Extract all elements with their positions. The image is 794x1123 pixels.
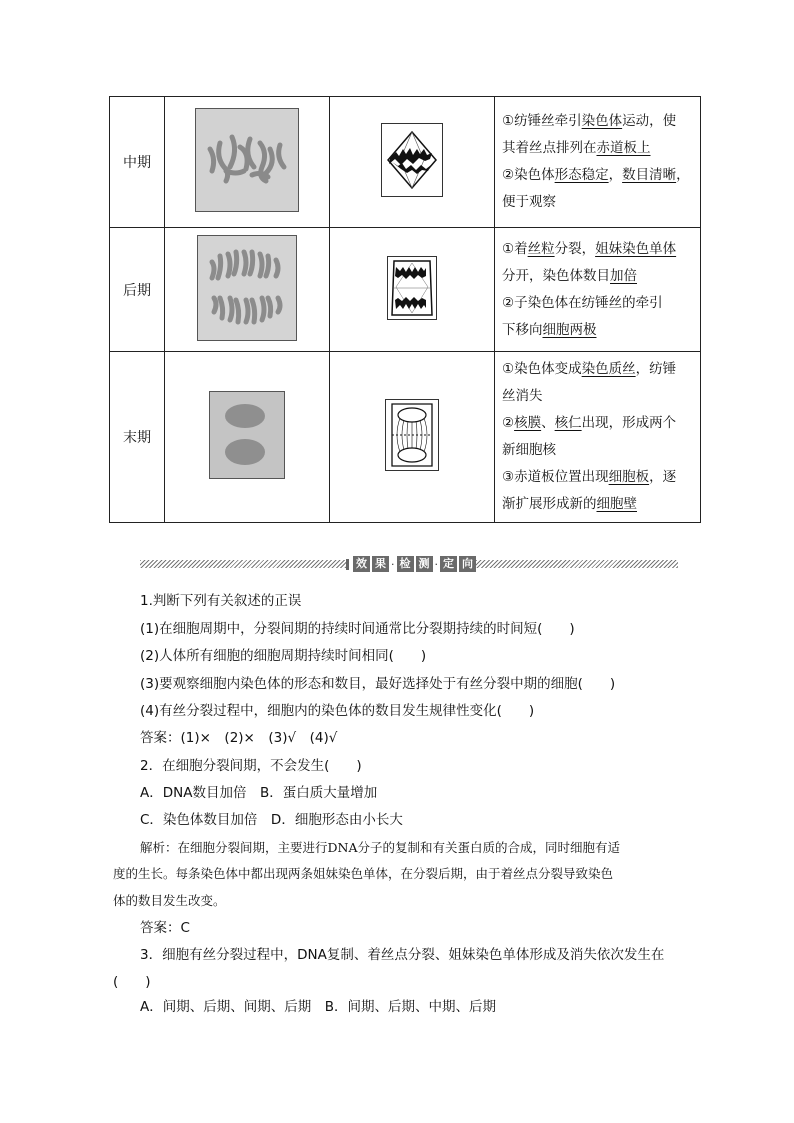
question-2-title: 2．在细胞分裂间期，不会发生( )	[140, 758, 362, 774]
underlined-term: 染色质丝	[581, 361, 636, 377]
underlined-term: 核膜	[514, 415, 542, 431]
description-line	[502, 317, 694, 344]
table-row-metaphase	[110, 97, 701, 228]
question-2-analysis: 解析：在细胞分裂间期，主要进行DNA分子的复制和有关蛋白质的合成，同时细胞有适	[140, 840, 620, 855]
description-line	[502, 437, 694, 464]
description-text: 分裂，	[554, 240, 596, 257]
underlined-term: 染色体	[581, 113, 623, 129]
question-1-item: (4)有丝分裂过程中，细胞内的染色体的数目发生规律性变化( )	[140, 703, 535, 719]
description-line	[502, 491, 694, 518]
anaphase-micrograph	[197, 235, 297, 341]
description-text: ②	[502, 415, 515, 431]
description-text: 下移向	[502, 321, 543, 338]
description-line	[502, 162, 694, 189]
underlined-term: 形态稳定	[554, 167, 609, 183]
question-1-item: (1)在细胞周期中，分裂间期的持续时间通常比分裂期持续的时间短( )	[140, 621, 575, 637]
description-line	[502, 464, 694, 491]
section-banner	[140, 555, 678, 573]
table-row-telophase	[110, 352, 701, 523]
question-2-options: C．染色体数目加倍 D．细胞形态由小长大	[140, 812, 403, 828]
underlined-term: 加倍	[610, 267, 637, 284]
description-text: 、	[541, 415, 555, 431]
description-line	[502, 189, 694, 216]
description-text: 丝消失	[502, 388, 543, 404]
underlined-term: 丝粒	[527, 240, 555, 257]
description-text: ③赤道板位置出现	[502, 469, 609, 485]
question-1-item: (3)要观察细胞内染色体的形态和数目，最好选择处于有丝分裂中期的细胞( )	[140, 676, 616, 692]
description-text: 其着丝点排列在	[502, 140, 597, 156]
question-1-item: (2)人体所有细胞的细胞周期持续时间相同( )	[140, 648, 427, 664]
question-2-answer: 答案：C	[140, 920, 190, 936]
underlined-term: 赤道板上	[596, 140, 651, 156]
description-text: 出现，形成两个	[581, 415, 677, 431]
phase-name: 后期	[110, 228, 165, 352]
underlined-term: 姐妹染色单体	[595, 240, 677, 257]
description-text: ①着	[502, 240, 528, 257]
description-text: 运动，使	[622, 113, 677, 129]
anaphase-diagram	[387, 256, 437, 320]
underlined-term: 细胞壁	[596, 496, 637, 512]
question-1-title: 1.判断下列有关叙述的正误	[140, 593, 302, 609]
description-line	[502, 410, 694, 437]
description-line	[502, 290, 694, 317]
phase-name: 中期	[110, 97, 165, 228]
mitosis-phase-table	[109, 96, 701, 523]
description-text: 分开，染色体数目	[502, 267, 610, 284]
underlined-term: 数目清晰	[622, 167, 677, 183]
description-text: ，纺锤	[635, 361, 677, 377]
question-2-options: A．DNA数目加倍 B．蛋白质大量增加	[140, 785, 378, 801]
telophase-diagram	[385, 399, 439, 471]
phase-name: 末期	[110, 352, 165, 523]
description-line	[502, 236, 694, 263]
underlined-term: 细胞两极	[542, 321, 597, 338]
description-text: ，	[676, 167, 690, 183]
description-text: 便于观察	[502, 194, 556, 210]
question-3-paren: ( )	[113, 974, 151, 990]
description-text: ，逐	[649, 469, 677, 485]
phase-description	[495, 97, 701, 228]
banner-hatch-right	[476, 560, 678, 568]
description-text: ②染色体	[502, 167, 555, 183]
banner-hatch-left	[140, 560, 346, 568]
description-text: ①纺锤丝牵引	[502, 113, 582, 129]
question-2-analysis: 体的数目发生改变。	[113, 893, 226, 908]
underlined-term: 细胞板	[608, 469, 650, 485]
question-3-title: 3．细胞有丝分裂过程中，DNA复制、着丝点分裂、姐妹染色单体形成及消失依次发生在	[140, 947, 665, 963]
telophase-micrograph	[209, 391, 285, 479]
phase-description	[495, 228, 701, 352]
description-line	[502, 108, 694, 135]
phase-description	[495, 352, 701, 523]
description-text: 新细胞核	[502, 442, 556, 458]
description-line	[502, 356, 694, 383]
table-row-anaphase	[110, 228, 701, 352]
description-text: ①染色体变成	[502, 361, 582, 377]
description-line	[502, 383, 694, 410]
banner-square-icon	[346, 559, 349, 570]
banner-title: 效 果 · 检 测 · 定 向	[346, 555, 476, 573]
description-text: ②子染色体在纺锤丝的牵引	[502, 294, 663, 311]
description-line	[502, 135, 694, 162]
question-1-answer: 答案：(1)× (2)× (3)√ (4)√	[140, 730, 338, 746]
description-line	[502, 263, 694, 290]
description-text: ，	[608, 167, 623, 183]
description-text: 渐扩展形成新的	[502, 496, 597, 512]
metaphase-diagram	[381, 123, 443, 197]
question-2-analysis: 度的生长。每条染色体中都出现两条姐妹染色单体，在分裂后期，由于着丝点分裂导致染色	[113, 866, 614, 881]
question-3-options: A．间期、后期、间期、后期 B．间期、后期、中期、后期	[140, 999, 496, 1015]
metaphase-micrograph	[195, 108, 299, 212]
underlined-term: 核仁	[554, 415, 582, 431]
